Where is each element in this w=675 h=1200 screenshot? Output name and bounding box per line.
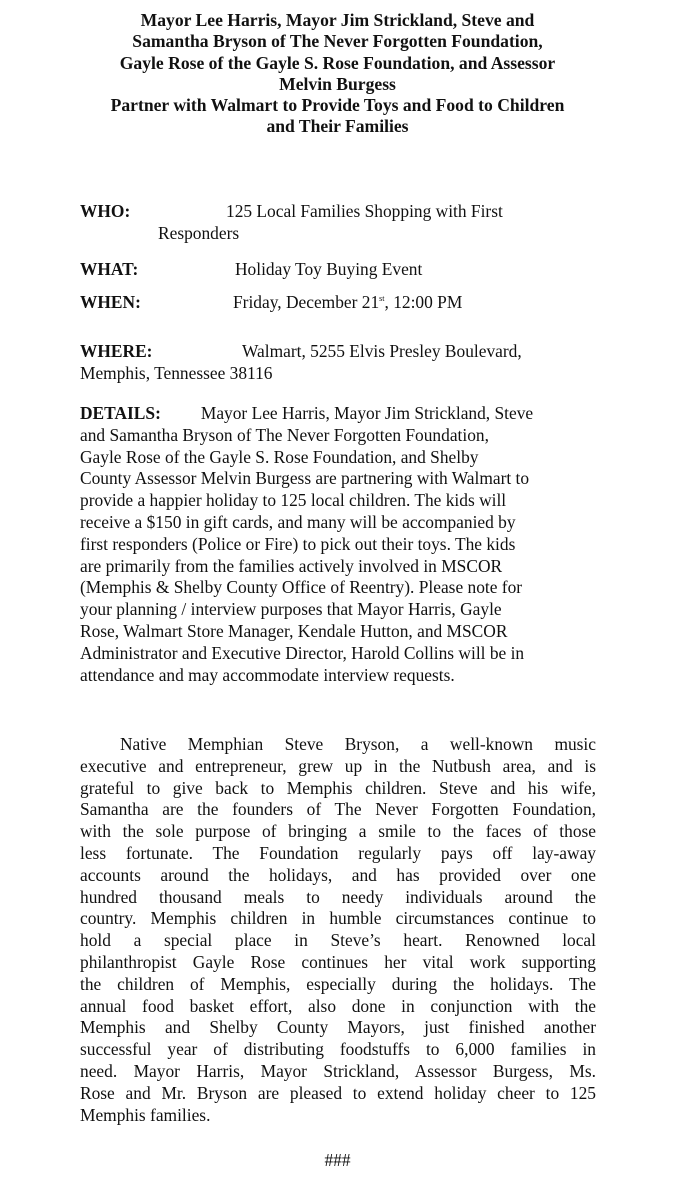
press-release-title [30,10,645,138]
when-ordinal-suffix: st [379,294,385,304]
title-line: Partner with Walmart to Provide Toys and Food to Children [110,95,565,116]
details-line [80,403,600,425]
paragraph-line: annual food basket effort, also done in conjunction with the [80,995,596,1016]
details-line: are primarily from the families actively involved in MSCOR [80,555,503,576]
title-line: and Their Families [266,116,409,137]
when-date: Friday, December 21 [233,292,380,312]
when-time: , 12:00 PM [384,292,463,312]
details-line: Rose, Walmart Store Manager, Kendale Hutton, and MSCOR [80,620,508,641]
paragraph-line: with the sole purpose of bringing a smile to the faces of those [80,821,596,842]
paragraph-line: philanthropist Gayle Rose continues her vital work supporting [80,951,596,972]
details-line: attendance and may accommodate interview requests. [80,664,455,685]
paragraph-line: accounts around the holidays, and has provided over one [80,864,596,885]
paragraph-line: grateful to give back to Memphis children. Steve and his wife, [80,777,596,798]
who-value: 125 Local Families Shopping with First [226,201,503,221]
who-value-continued: Responders [158,223,240,243]
details-line: Administrator and Executive Director, Harold Collins will be in [80,642,525,663]
where-label: WHERE: [80,341,153,361]
title-line: Melvin Burgess [279,73,396,94]
what-label: WHAT: [80,259,139,279]
who-field [80,201,503,223]
details-line: County Assessor Melvin Burgess are partnering with Walmart to [80,468,530,489]
where-value-continued: Memphis, Tennessee 38116 [80,363,273,383]
details-label: DETAILS: [80,403,161,423]
details-line: Gayle Rose of the Gayle S. Rose Foundation, and Shelby [80,446,479,467]
details-line: your planning / interview purposes that Mayor Harris, Gayle [80,599,502,620]
details-line: provide a happier holiday to 125 local children. The kids will [80,490,507,511]
details-section [80,403,600,686]
paragraph-line: successful year of distributing foodstuffs to 6,000 families in [80,1039,596,1060]
what-field [80,259,423,281]
what-value: Holiday Toy Buying Event [235,259,423,279]
paragraph-line: Memphis and Shelby County Mayors, just finished another [80,1017,596,1038]
details-text: Mayor Lee Harris, Mayor Jim Strickland, Steve [200,403,534,423]
details-line: first responders (Police or Fire) to pick out their toys. The kids [80,533,516,554]
who-label: WHO: [80,201,131,221]
details-line: receive a $150 in gift cards, and many will be accompanied by [80,511,516,532]
title-line: Gayle Rose of the Gayle S. Rose Foundation, and Assessor [119,52,556,73]
paragraph-line: less fortunate. The Foundation regularly pays off lay-away [80,842,596,863]
where-value: Walmart, 5255 Elvis Presley Boulevard, [242,341,522,361]
paragraph-line: Rose and Mr. Bryson are pleased to extend holiday cheer to 125 [80,1082,596,1103]
title-line: Mayor Lee Harris, Mayor Jim Strickland, Steve and [140,10,535,30]
paragraph-line: hundred thousand meals to needy individuals around the [80,886,596,907]
when-field [80,292,463,314]
paragraph-line: country. Memphis children in humble circumstances continue to [80,908,596,929]
paragraph-line: executive and entrepreneur, grew up in the Nutbush area, and is [80,755,596,776]
body-paragraph [80,734,596,1126]
end-mark: ### [324,1150,351,1170]
details-line: and Samantha Bryson of The Never Forgotten Foundation, [80,424,489,445]
when-value [233,292,462,314]
when-label: WHEN: [80,292,141,312]
paragraph-line: Samantha are the founders of The Never Forgotten Foundation, [80,799,596,820]
paragraph-line: Native Memphian Steve Bryson, a well-known music [120,734,596,754]
details-line: (Memphis & Shelby County Office of Reentry). Please note for [80,577,523,598]
where-field [80,341,522,363]
paragraph-line: hold a special place in Steve’s heart. Renowned local [80,930,596,951]
title-line: Samantha Bryson of The Never Forgotten Foundation, [132,31,543,52]
paragraph-line: need. Mayor Harris, Mayor Strickland, Assessor Burgess, Ms. [80,1060,596,1081]
paragraph-line: Memphis families. [80,1104,211,1125]
paragraph-line: the children of Memphis, especially during the holidays. The [80,973,596,994]
